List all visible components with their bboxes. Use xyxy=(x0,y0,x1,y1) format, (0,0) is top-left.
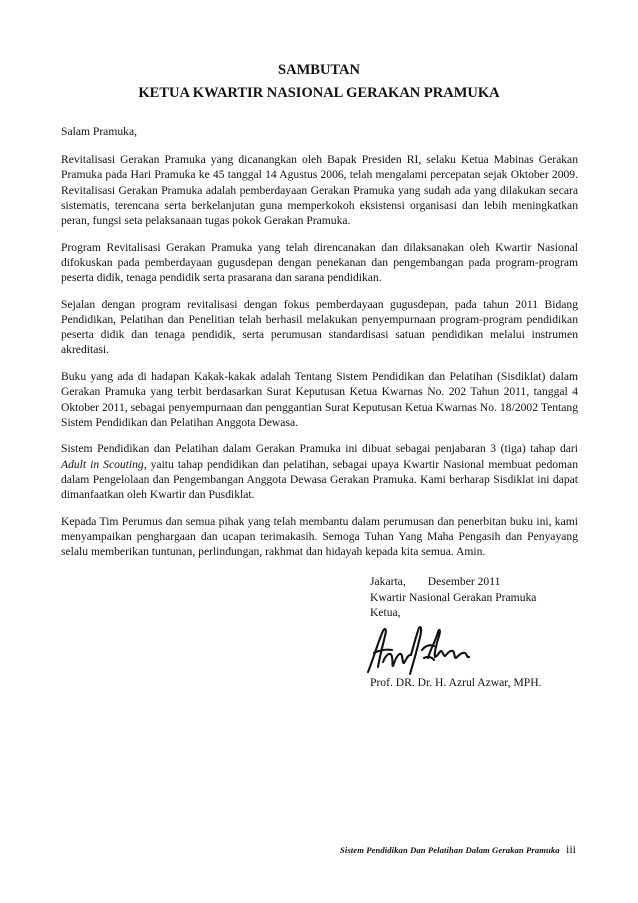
closing-organization: Kwartir Nasional Gerakan Pramuka xyxy=(370,590,537,604)
adult-in-scouting-term: Adult in Scouting xyxy=(61,457,144,471)
paragraph-system-text-start: Sistem Pendidikan dan Pelatihan dalam Gerakan Pramuka ini dibuat sebagai penjabaran 3 (tiga) tahap dari xyxy=(61,442,578,456)
page-number: iii xyxy=(566,842,577,856)
paragraph-program: Program Revitalisasi Gerakan Pramuka yang telah direncanakan dan dilaksanakan oleh Kwartir Nasional difokuskan pada pemberdayaan gugusdepan dengan penekanan dan pengembangan pada program-program peserta didik, tenaga pendidik serta prasarana dan sarana pendidikan. xyxy=(61,240,578,285)
page-subtitle: KETUA KWARTIR NASIONAL GERAKAN PRAMUKA xyxy=(138,85,500,101)
place-date-line xyxy=(370,574,600,590)
paragraph-thanks: Kepada Tim Perumus dan semua pihak yang telah membantu dalam perumusan dan penerbitan buku ini, kami menyampaikan penghargaan dan ucapan terimakasih. Semoga Tuhan Yang Maha Pengasih dan Penyayang selalu memberikan tuntunan, perlindungan, rakhmat dan hidayah kepada kita semua. Amin. xyxy=(61,514,578,559)
paragraph-system-description xyxy=(61,441,578,502)
salutation: Salam Pramuka, xyxy=(61,125,137,138)
footer-book-title: Sistem Pendidikan Dan Pelatihan Dalam Gerakan Pramuka xyxy=(340,845,560,855)
page-title: SAMBUTAN xyxy=(278,62,360,78)
closing-position: Ketua, xyxy=(370,606,401,620)
signer-name: Prof. DR. Dr. H. Azrul Azwar, MPH. xyxy=(370,676,542,689)
paragraph-system-text-end: , yaitu tahap pendidikan dan pelatihan, sebagai upaya Kwartir Nasional membuat pedoman dalam Pengelolaan dan Pengembangan Anggota Dewasa Gerakan Pramuka. Kami berharap Sisdiklat ini dapat dimanfaatkan oleh Kwartir dan Pusdiklat. xyxy=(61,457,578,502)
paragraph-education-field: Sejalan dengan program revitalisasi dengan fokus pemberdayaan gugusdepan, pada tahun 2011 Bidang Pendidikan, Pelatihan dan Penelitian telah berhasil melakukan penyempurnaan program-program pendidikan peserta didik dan tenaga pendidik, serta perumusan standardisasi satuan pendidikan melalui instrumen akreditasi. xyxy=(61,297,578,357)
letter-body xyxy=(61,124,578,571)
paragraph-revitalization: Revitalisasi Gerakan Pramuka yang dicanangkan oleh Bapak Presiden RI, selaku Ketua Mabinas Gerakan Pramuka pada Hari Pramuka ke 45 tanggal 14 Agustus 2006, telah mengalami percepatan sejak Oktober 2009. Revitalisasi Gerakan Pramuka adalah pemberdayaan Gerakan Pramuka yang sudah ada yang dilakukan secara sistematis, terencana serta berkelanjutan guna memperkokoh eksistensi organisasi dan lebih meningkatkan peran, fungsi seta pelaksanaan tugas pokok Gerakan Pramuka. xyxy=(61,153,578,228)
closing-city: Jakarta, xyxy=(370,575,406,588)
handwritten-signature xyxy=(364,620,474,676)
closing-block xyxy=(370,574,600,621)
paragraph-book-intro: Buku yang ada di hadapan Kakak-kakak adalah Tentang Sistem Pendidikan dan Pelatihan (Sisdiklat) dalam Gerakan Pramuka yang terbit berdasarkan Surat Keputusan Ketua Kwarnas No. 202 Tahun 2011, tanggal 4 Oktober 2011, sebagai penyempurnaan dan penggantian Surat Keputusan Ketua Kwarnas No. 18/2002 Tentang Sistem Pendidikan dan Pelatihan Anggota Dewasa. xyxy=(61,370,578,429)
closing-date: Desember 2011 xyxy=(427,575,501,588)
